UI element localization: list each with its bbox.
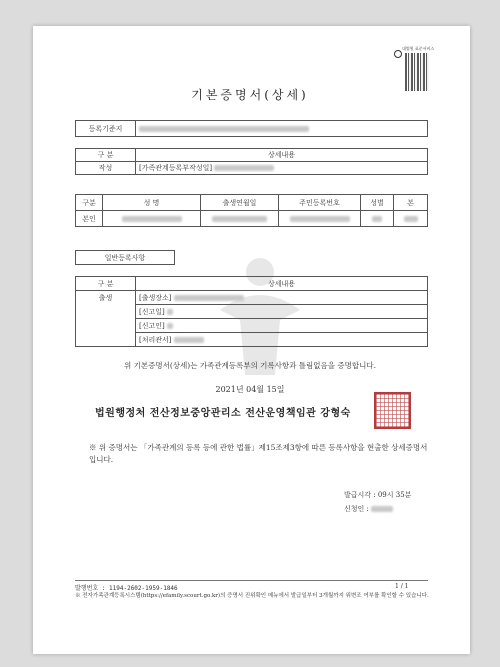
footnote: ※ 전자가족관계등록시스템(https://efamily.scourt.go.kr)의 증명서 진위확인 메뉴에서 발급일부터 3개월까지 위변조 여부를 확인할 수 있습니다.: [75, 593, 429, 599]
general-section-label: 일반등록사항: [76, 251, 175, 265]
applicant-row: [344, 504, 393, 514]
person-row-label: 본인: [76, 211, 103, 227]
person-header-name: 성 명: [103, 195, 201, 211]
event-item-label: [신고일]: [139, 307, 165, 316]
person-rrn: [279, 211, 361, 227]
person-origin: [394, 211, 428, 227]
event-item: [136, 291, 428, 305]
issue-date: 2021년 04월 15일: [215, 385, 285, 394]
event-item: [136, 333, 428, 347]
general-section-box: [75, 250, 175, 265]
written-header-detail: 상세내용: [136, 149, 428, 162]
page-number: 1 / 1: [395, 583, 409, 590]
written-row-value: [136, 162, 428, 175]
events-row-label: 출생: [76, 291, 136, 347]
event-item-label: [신고인]: [139, 321, 165, 330]
applicant-label: 신청인 :: [344, 505, 369, 513]
person-gender: [361, 211, 394, 227]
person-header-birth: 출생연월일: [201, 195, 279, 211]
person-table: [75, 194, 428, 227]
event-item: [136, 319, 428, 333]
events-header-category: 구 분: [76, 277, 136, 291]
written-row-text: [가족관계등록부작성일]: [139, 164, 213, 172]
issue-number: 발행번호 : 1194-2602-1959-1846: [75, 585, 178, 592]
official-seal-icon: [374, 392, 411, 429]
written-header-category: 구 분: [76, 149, 136, 162]
person-name: [103, 211, 201, 227]
event-item-label: [처리관서]: [139, 335, 172, 344]
service-logo-icon: [394, 50, 402, 58]
written-table: [75, 148, 428, 175]
certification-statement: 위 기본증명서(상세)는 가족관계등록부의 기록사항과 틀림없음을 증명합니다.: [124, 361, 376, 370]
person-header-category: 구분: [76, 195, 103, 211]
event-item: [136, 305, 428, 319]
legal-note: ※ 위 증명서는 「가족관계의 등록 등에 관한 법률」제15조제3항에 따른 등록사항을 현출한 상세증명서입니다.: [89, 443, 428, 464]
qr-label: 대법원 표준서비스: [402, 46, 435, 51]
event-item-label: [출생장소]: [139, 293, 172, 302]
person-header-rrn: 주민등록번호: [279, 195, 361, 211]
registration-label: 등록기준지: [76, 121, 136, 137]
person-birth: [201, 211, 279, 227]
events-table: [75, 276, 428, 347]
person-header-origin: 본: [394, 195, 428, 211]
print-time: 발급시각 : 09시 35분: [344, 491, 412, 499]
issuer-name: 법원행정처 전산정보중앙관리소 전산운영책임관 강형숙: [95, 408, 351, 419]
footer-divider: [75, 580, 428, 581]
document-title: 기본증명서(상세): [191, 88, 309, 102]
registration-value: [136, 121, 428, 137]
registration-table: [75, 120, 428, 137]
person-header-gender: 성별: [361, 195, 394, 211]
written-row-label: 작성: [76, 162, 136, 175]
events-header-detail: 상세내용: [136, 277, 428, 291]
